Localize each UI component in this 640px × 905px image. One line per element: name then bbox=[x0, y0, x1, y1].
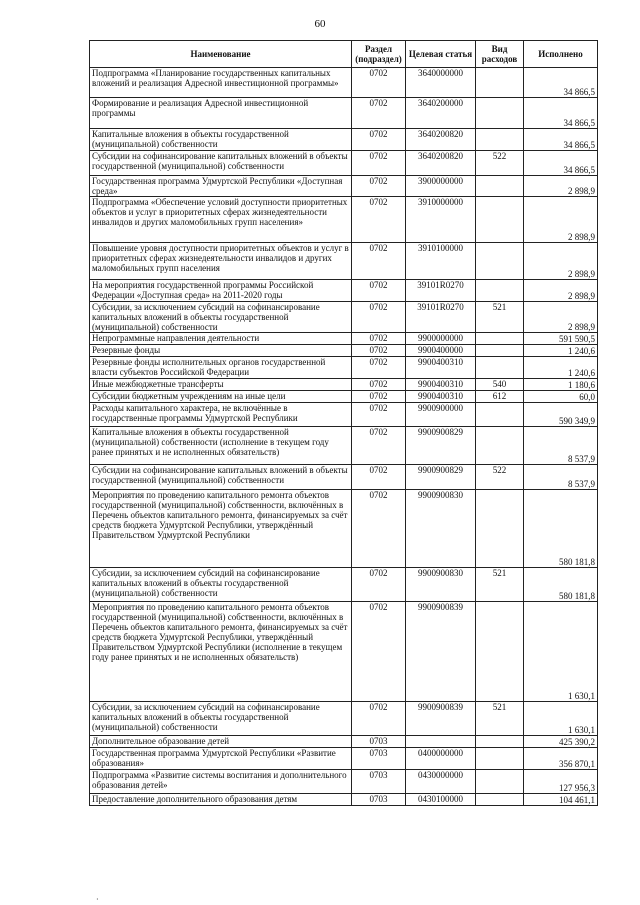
table-row bbox=[90, 302, 598, 333]
cell-done: 2 898,9 bbox=[524, 176, 598, 197]
cell-target: 9900400310 bbox=[406, 391, 476, 403]
table-row bbox=[90, 465, 598, 490]
cell-section: 0702 bbox=[352, 333, 406, 345]
cell-section: 0702 bbox=[352, 129, 406, 151]
cell-target: 9900000000 bbox=[406, 333, 476, 345]
cell-kind bbox=[476, 68, 524, 98]
table-row bbox=[90, 736, 598, 748]
table-row bbox=[90, 770, 598, 794]
cell-section: 0702 bbox=[352, 98, 406, 129]
cell-section: 0703 bbox=[352, 794, 406, 806]
cell-done: 127 956,3 bbox=[524, 770, 598, 794]
cell-target: 0430100000 bbox=[406, 794, 476, 806]
cell-target: 39101R0270 bbox=[406, 302, 476, 333]
cell-kind bbox=[476, 357, 524, 379]
table-header-row bbox=[90, 41, 598, 68]
cell-done: 8 537,9 bbox=[524, 465, 598, 490]
cell-kind bbox=[476, 129, 524, 151]
cell-target: 3900000000 bbox=[406, 176, 476, 197]
cell-section: 0702 bbox=[352, 176, 406, 197]
cell-target: 9900900839 bbox=[406, 702, 476, 736]
cell-kind bbox=[476, 490, 524, 568]
cell-done: 1 240,6 bbox=[524, 345, 598, 357]
cell-target: 9900900829 bbox=[406, 427, 476, 465]
cell-kind bbox=[476, 748, 524, 770]
cell-name: Мероприятия по проведению капитального ремонта объектов государственной (муниципальной) собственности, включённых в Перечень объектов капитального ремонта, финансируемых за счёт средств бюджета Удмуртской Республики, утверждённый Правительством Удмуртской Республики (исполнение в текущем году ранее принятых и не исполненных обязательств) bbox=[90, 602, 352, 702]
cell-section: 0702 bbox=[352, 280, 406, 302]
cell-target: 3910000000 bbox=[406, 197, 476, 243]
cell-done: 2 898,9 bbox=[524, 197, 598, 243]
cell-done: 104 461,1 bbox=[524, 794, 598, 806]
cell-kind: 522 bbox=[476, 465, 524, 490]
cell-target: 3640200820 bbox=[406, 151, 476, 176]
cell-section: 0702 bbox=[352, 403, 406, 427]
cell-section: 0702 bbox=[352, 702, 406, 736]
cell-done: 1 240,6 bbox=[524, 357, 598, 379]
table-row bbox=[90, 748, 598, 770]
table-row bbox=[90, 403, 598, 427]
cell-kind: 521 bbox=[476, 568, 524, 602]
cell-name: Субсидии на софинансирование капитальных вложений в объекты государственной (муниципальной) собственности bbox=[90, 151, 352, 176]
header-section: Раздел (подраздел) bbox=[352, 41, 406, 68]
cell-name: Формирование и реализация Адресной инвестиционной программы bbox=[90, 98, 352, 129]
cell-kind: 612 bbox=[476, 391, 524, 403]
cell-name: Подпрограмма «Обеспечение условий доступности приоритетных объектов и услуг в приоритетных сферах жизнедеятельности инвалидов и других маломобильных групп населения» bbox=[90, 197, 352, 243]
table-row bbox=[90, 602, 598, 702]
cell-name: Подпрограмма «Развитие системы воспитания и дополнительного образования детей» bbox=[90, 770, 352, 794]
cell-kind bbox=[476, 602, 524, 702]
cell-done: 34 866,5 bbox=[524, 68, 598, 98]
table-row bbox=[90, 490, 598, 568]
cell-done: 356 870,1 bbox=[524, 748, 598, 770]
cell-name: Государственная программа Удмуртской Республики «Развитие образования» bbox=[90, 748, 352, 770]
cell-name: Резервные фонды исполнительных органов государственной власти субъектов Российской Федерации bbox=[90, 357, 352, 379]
cell-name: Повышение уровня доступности приоритетных объектов и услуг в приоритетных сферах жизнедеятельности инвалидов и других маломобильных групп населения bbox=[90, 243, 352, 280]
cell-done: 425 390,2 bbox=[524, 736, 598, 748]
budget-table bbox=[89, 40, 598, 806]
cell-target: 9900900829 bbox=[406, 465, 476, 490]
cell-done: 590 349,9 bbox=[524, 403, 598, 427]
table-row bbox=[90, 176, 598, 197]
cell-target: 9900400000 bbox=[406, 345, 476, 357]
table-row bbox=[90, 379, 598, 391]
cell-section: 0702 bbox=[352, 243, 406, 280]
cell-done: 580 181,8 bbox=[524, 490, 598, 568]
cell-kind bbox=[476, 243, 524, 280]
cell-target: 0430000000 bbox=[406, 770, 476, 794]
cell-done: 60,0 bbox=[524, 391, 598, 403]
cell-name: Капитальные вложения в объекты государственной (муниципальной) собственности bbox=[90, 129, 352, 151]
cell-kind bbox=[476, 736, 524, 748]
table-row bbox=[90, 68, 598, 98]
cell-kind: 521 bbox=[476, 302, 524, 333]
header-name: Наименование bbox=[90, 41, 352, 68]
cell-kind bbox=[476, 345, 524, 357]
cell-section: 0702 bbox=[352, 490, 406, 568]
cell-kind bbox=[476, 770, 524, 794]
cell-name: Субсидии, за исключением субсидий на софинансирование капитальных вложений в объекты государственной (муниципальной) собственности bbox=[90, 302, 352, 333]
cell-done: 1 630,1 bbox=[524, 702, 598, 736]
cell-name: Субсидии на софинансирование капитальных вложений в объекты государственной (муниципальной) собственности bbox=[90, 465, 352, 490]
cell-done: 1 180,6 bbox=[524, 379, 598, 391]
cell-kind bbox=[476, 98, 524, 129]
cell-done: 2 898,9 bbox=[524, 243, 598, 280]
cell-kind bbox=[476, 176, 524, 197]
cell-target: 9900400310 bbox=[406, 357, 476, 379]
cell-section: 0702 bbox=[352, 302, 406, 333]
cell-section: 0702 bbox=[352, 391, 406, 403]
cell-target: 3640200820 bbox=[406, 129, 476, 151]
cell-name: Предоставление дополнительного образования детям bbox=[90, 794, 352, 806]
cell-name: Расходы капитального характера, не включённые в государственные программы Удмуртской Республики bbox=[90, 403, 352, 427]
cell-target: 9900900000 bbox=[406, 403, 476, 427]
cell-section: 0702 bbox=[352, 151, 406, 176]
header-target: Целевая статья bbox=[406, 41, 476, 68]
cell-done: 2 898,9 bbox=[524, 280, 598, 302]
cell-done: 34 866,5 bbox=[524, 129, 598, 151]
cell-kind bbox=[476, 197, 524, 243]
cell-name: Резервные фонды bbox=[90, 345, 352, 357]
cell-target: 39101R0270 bbox=[406, 280, 476, 302]
cell-done: 580 181,8 bbox=[524, 568, 598, 602]
cell-name: Мероприятия по проведению капитального ремонта объектов государственной (муниципальной) собственности, включённых в Перечень объектов капитального ремонта, финансируемых за счёт средств бюджета Удмуртской Республики, утверждённый Правительством Удмуртской Республики bbox=[90, 490, 352, 568]
table-row bbox=[90, 243, 598, 280]
cell-kind bbox=[476, 794, 524, 806]
cell-name: Субсидии бюджетным учреждениям на иные цели bbox=[90, 391, 352, 403]
cell-target: 3910100000 bbox=[406, 243, 476, 280]
header-done: Исполнено bbox=[524, 41, 598, 68]
cell-section: 0702 bbox=[352, 197, 406, 243]
table-row bbox=[90, 357, 598, 379]
cell-section: 0702 bbox=[352, 427, 406, 465]
cell-kind bbox=[476, 333, 524, 345]
cell-section: 0702 bbox=[352, 357, 406, 379]
cell-name: Капитальные вложения в объекты государственной (муниципальной) собственности (исполнение в текущем году ранее принятых и не исполненных обязательств) bbox=[90, 427, 352, 465]
cell-target bbox=[406, 736, 476, 748]
table-row bbox=[90, 98, 598, 129]
cell-section: 0702 bbox=[352, 379, 406, 391]
table-row bbox=[90, 391, 598, 403]
table-row bbox=[90, 702, 598, 736]
table-row bbox=[90, 151, 598, 176]
cell-target: 3640200000 bbox=[406, 98, 476, 129]
cell-done: 8 537,9 bbox=[524, 427, 598, 465]
stray-mark: · bbox=[96, 895, 99, 904]
cell-name: На мероприятия государственной программы Российской Федерации «Доступная среда» на 2011-2020 годы bbox=[90, 280, 352, 302]
cell-name: Непрограммные направления деятельности bbox=[90, 333, 352, 345]
cell-section: 0703 bbox=[352, 748, 406, 770]
cell-name: Государственная программа Удмуртской Республики «Доступная среда» bbox=[90, 176, 352, 197]
cell-section: 0702 bbox=[352, 602, 406, 702]
header-kind: Вид расходов bbox=[476, 41, 524, 68]
cell-target: 3640000000 bbox=[406, 68, 476, 98]
cell-name: Подпрограмма «Планирование государственных капитальных вложений и реализация Адресной инвестиционной программы» bbox=[90, 68, 352, 98]
cell-name: Дополнительное образование детей bbox=[90, 736, 352, 748]
table-row bbox=[90, 794, 598, 806]
cell-section: 0703 bbox=[352, 736, 406, 748]
cell-kind bbox=[476, 403, 524, 427]
cell-target: 9900400310 bbox=[406, 379, 476, 391]
cell-name: Субсидии, за исключением субсидий на софинансирование капитальных вложений в объекты государственной (муниципальной) собственности bbox=[90, 702, 352, 736]
cell-name: Иные межбюджетные трансферты bbox=[90, 379, 352, 391]
cell-done: 2 898,9 bbox=[524, 302, 598, 333]
table-row bbox=[90, 197, 598, 243]
cell-done: 591 590,5 bbox=[524, 333, 598, 345]
cell-kind: 522 bbox=[476, 151, 524, 176]
table-row bbox=[90, 427, 598, 465]
cell-kind bbox=[476, 427, 524, 465]
cell-kind: 521 bbox=[476, 702, 524, 736]
cell-target: 9900900830 bbox=[406, 490, 476, 568]
table-row bbox=[90, 280, 598, 302]
cell-target: 0400000000 bbox=[406, 748, 476, 770]
table-row bbox=[90, 568, 598, 602]
cell-section: 0702 bbox=[352, 68, 406, 98]
cell-target: 9900900839 bbox=[406, 602, 476, 702]
cell-kind bbox=[476, 280, 524, 302]
cell-target: 9900900830 bbox=[406, 568, 476, 602]
table-row bbox=[90, 129, 598, 151]
cell-name: Субсидии, за исключением субсидий на софинансирование капитальных вложений в объекты государственной (муниципальной) собственности bbox=[90, 568, 352, 602]
cell-section: 0702 bbox=[352, 465, 406, 490]
cell-section: 0702 bbox=[352, 568, 406, 602]
table-row bbox=[90, 333, 598, 345]
cell-section: 0702 bbox=[352, 345, 406, 357]
cell-kind: 540 bbox=[476, 379, 524, 391]
table-row bbox=[90, 345, 598, 357]
cell-section: 0703 bbox=[352, 770, 406, 794]
cell-done: 34 866,5 bbox=[524, 98, 598, 129]
cell-done: 34 866,5 bbox=[524, 151, 598, 176]
page-number: 60 bbox=[314, 18, 326, 30]
cell-done: 1 630,1 bbox=[524, 602, 598, 702]
